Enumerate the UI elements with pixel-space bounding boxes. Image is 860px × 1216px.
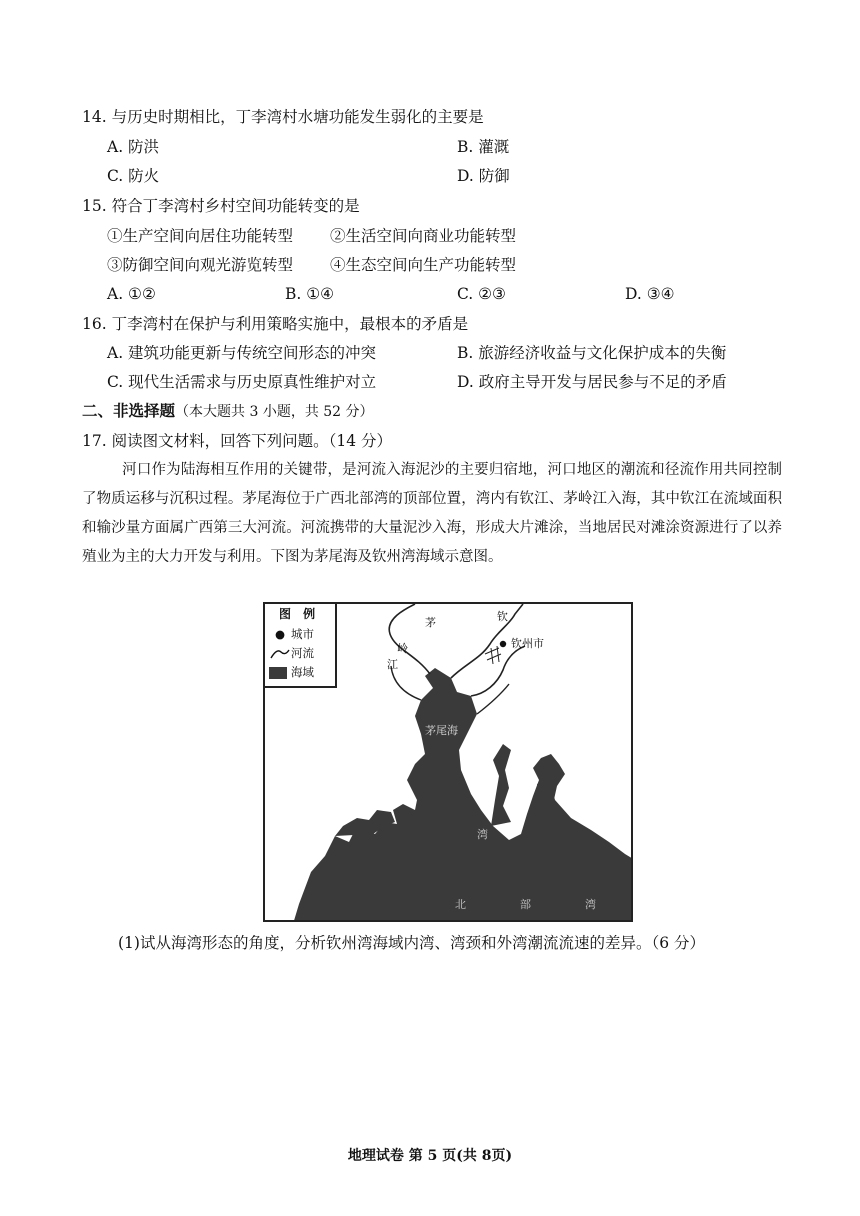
q16-option-a: A. 建筑功能更新与传统空间形态的冲突	[107, 344, 377, 362]
q15-option-a: A. ①②	[107, 285, 156, 303]
q16-option-c: C. 现代生活需求与历史原真性维护对立	[107, 373, 377, 391]
legend-river	[269, 645, 314, 661]
label-gulf-2: 部	[520, 898, 531, 911]
town-grid	[485, 646, 501, 664]
legend-title: 图 例	[279, 607, 320, 621]
label-bay-mid: 湾	[477, 828, 488, 841]
legend-city	[269, 626, 314, 642]
sea-finger-mid	[491, 744, 511, 826]
legend-river-label: 河流	[291, 646, 314, 660]
q14-option-c: C. 防火	[107, 167, 160, 185]
sea-area	[293, 668, 633, 922]
q17-material	[82, 456, 782, 572]
q17-material-text: 河口作为陆海相互作用的关键带，是河流入海泥沙的主要归宿地，河口地区的潮流和径流作用共同控制了物质运移与沉积过程。茅尾海位于广西北部湾的顶部位置，湾内有钦江、茅岭江入海，其中钦江在流域面积和输沙量方面属广西第三大河流。河流携带的大量泥沙入海，形成大片滩涂，当地居民对滩涂资源进行了以养殖业为主的大力开发与利用。下图为茅尾海及钦州湾海域示意图。	[82, 462, 782, 565]
q17-stem: 17. 阅读图文材料，回答下列问题。（14 分）	[82, 432, 392, 450]
q15-option-c: C. ②③	[457, 285, 506, 303]
legend-city-label: 城市	[291, 627, 314, 641]
map-legend	[265, 604, 337, 688]
legend-sea-label: 海域	[291, 665, 314, 679]
q14-option-d: D. 防御	[457, 167, 510, 185]
sea-swatch-icon	[269, 667, 287, 679]
page-footer: 地理试卷 第 5 页(共 8页)	[347, 1148, 513, 1164]
map-figure	[263, 602, 633, 922]
q15-item-1: ①生产空间向居住功能转型	[107, 227, 294, 245]
river-line	[477, 684, 509, 714]
q14-stem: 14. 与历史时期相比，丁李湾村水塘功能发生弱化的主要是	[82, 108, 484, 126]
label-river-top: 茅	[425, 616, 436, 629]
section2-title: 二、非选择题	[82, 401, 176, 420]
section2-heading	[82, 401, 374, 422]
q16-stem: 16. 丁李湾村在保护与利用策略实施中，最根本的矛盾是	[82, 315, 469, 333]
label-inner-bay: 茅尾海	[425, 724, 458, 737]
q17-sub1: (1)试从海湾形态的角度，分析钦州湾海域内湾、湾颈和外湾潮流流速的差异。（6 分）	[118, 934, 705, 952]
label-city: 钦州市	[511, 637, 544, 650]
q15-option-d: D. ③④	[625, 285, 675, 303]
q15-item-2: ②生活空间向商业功能转型	[330, 227, 517, 245]
q15-option-b: B. ①④	[285, 285, 335, 303]
river-icon	[269, 648, 291, 660]
q16-option-d: D. 政府主导开发与居民参与不足的矛盾	[457, 373, 727, 391]
q16-option-b: B. 旅游经济收益与文化保护成本的失衡	[457, 344, 727, 362]
label-river-right: 钦	[497, 610, 508, 623]
label-gulf-1: 北	[455, 898, 466, 911]
city-marker	[500, 641, 506, 647]
q14-option-b: B. 灌溉	[457, 138, 510, 156]
q15-item-4: ④生态空间向生产功能转型	[330, 256, 517, 274]
q14-option-a: A. 防洪	[107, 138, 160, 156]
label-river-left2: 岭	[397, 642, 408, 655]
label-gulf-3: 湾	[585, 898, 596, 911]
section2-note: （本大题共 3 小题，共 52 分）	[175, 404, 374, 420]
q15-stem: 15. 符合丁李湾村乡村空间功能转变的是	[82, 197, 360, 215]
city-dot-icon: ●	[274, 627, 286, 641]
q15-item-3: ③防御空间向观光游览转型	[107, 256, 294, 274]
label-river-left: 江	[387, 658, 398, 671]
legend-sea	[269, 664, 314, 680]
